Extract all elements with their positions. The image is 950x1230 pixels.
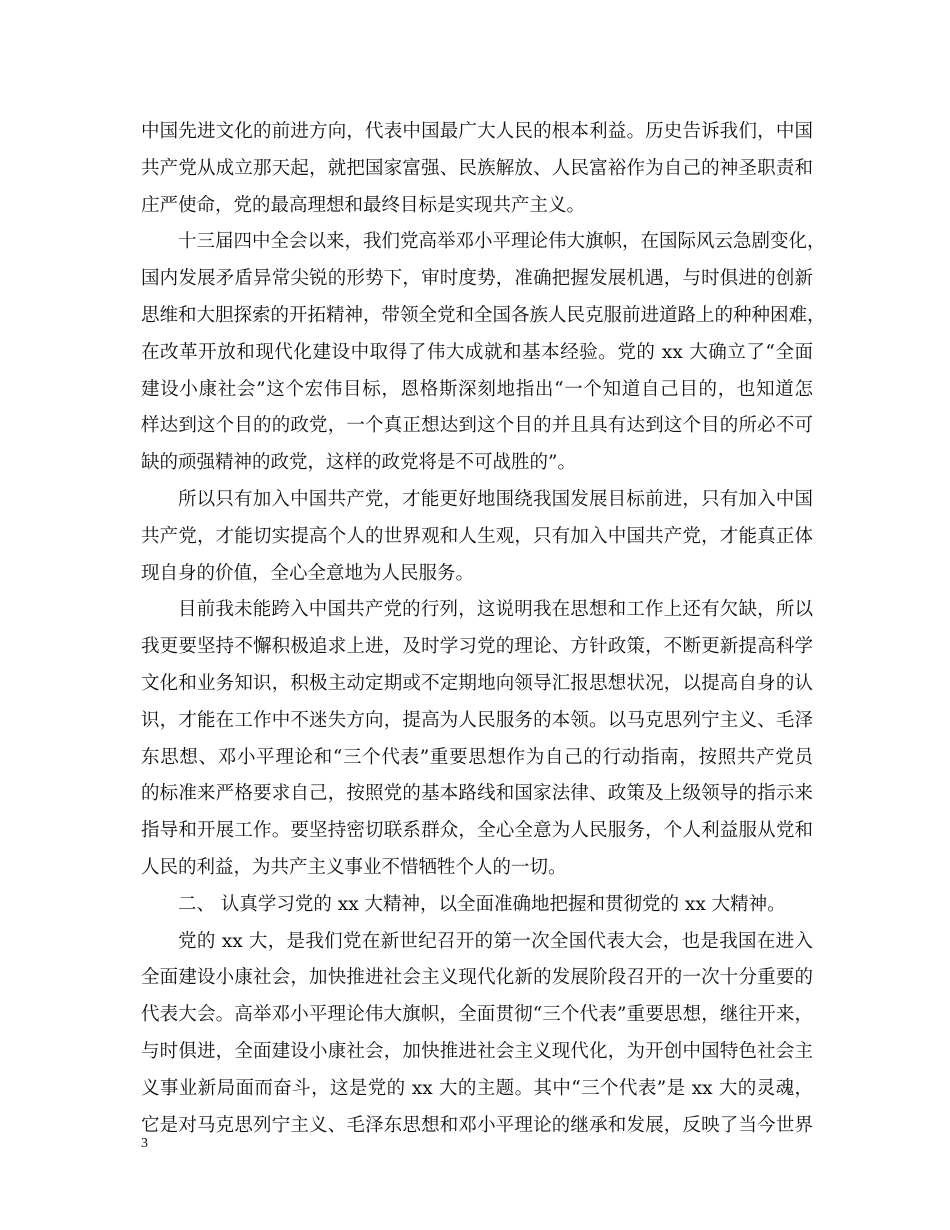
text-line: 全面建设小康社会，加快推进社会主义现代化新的发展阶段召开的一次十分重要的	[141, 967, 813, 989]
text-line: 现自身的价值，全心全意地为人民服务。	[141, 562, 475, 584]
text-line: 指导和开展工作。要坚持密切联系群众，全心全意为人民服务，个人利益服从党和	[141, 820, 813, 842]
text-line: 十三届四中全会以来，我们党高举邓小平理论伟大旗帜，在国际风云急剧变化，	[178, 231, 826, 253]
text-line: 建设小康社会”这个宏伟目标，恩格斯深刻地指出“一个知道自己目的，也知道怎	[141, 378, 813, 400]
text-line: 思维和大胆探索的开拓精神，带领全党和全国各族人民克服前进道路上的种种困难，	[141, 304, 826, 326]
text-line: 它是对马克思列宁主义、毛泽东思想和邓小平理论的继承和发展，反映了当今世界	[141, 1114, 813, 1136]
text-line: 样达到这个目的的政党，一个真正想达到这个目的并且具有达到这个目的所必不可	[141, 415, 813, 437]
text-line: 义事业新局面而奋斗，这是党的 xx 大的主题。其中“三个代表”是 xx 大的灵魂，	[141, 1077, 813, 1099]
page-number: 3	[141, 1136, 148, 1151]
paragraph	[141, 224, 826, 482]
text-line: 人民的利益，为共产主义事业不惜牺牲个人的一切。	[141, 856, 567, 878]
paragraph	[141, 887, 813, 924]
text-line: 与时俱进，全面建设小康社会，加快推进社会主义现代化，为开创中国特色社会主	[141, 1040, 813, 1062]
text-line: 二、 认真学习党的 xx 大精神，以全面准确地把握和贯彻党的 xx 大精神。	[178, 893, 786, 915]
text-line: 识，才能在工作中不迷失方向，提高为人民服务的本领。以马克思列宁主义、毛泽	[141, 709, 813, 731]
text-line: 缺的顽强精神的政党，这样的政党将是不可战胜的”。	[141, 452, 576, 474]
paragraph	[141, 114, 813, 224]
text-line: 庄严使命，党的最高理想和最终目标是实现共产主义。	[141, 194, 586, 216]
paragraph	[141, 592, 813, 886]
text-line: 我更要坚持不懈积极追求上进，及时学习党的理论、方针政策，不断更新提高科学	[141, 636, 813, 658]
text-line: 所以只有加入中国共产党，才能更好地围绕我国发展目标前进，只有加入中国	[178, 488, 813, 510]
text-line: 的标准来严格要求自己，按照党的基本路线和国家法律、政策及上级领导的指示来	[141, 783, 813, 805]
text-line: 国内发展矛盾异常尖锐的形势下，审时度势，准确把握发展机遇，与时俱进的创新	[141, 268, 813, 290]
text-line: 代表大会。高举邓小平理论伟大旗帜，全面贯彻“三个代表”重要思想，继往开来，	[141, 1004, 813, 1026]
paragraph	[141, 924, 813, 1145]
text-line: 中国先进文化的前进方向，代表中国最广大人民的根本利益。历史告诉我们，中国	[141, 121, 813, 142]
document-body	[141, 114, 826, 1144]
text-line: 党的 xx 大，是我们党在新世纪召开的第一次全国代表大会，也是我国在进入	[178, 930, 813, 952]
text-line: 目前我未能跨入中国共产党的行列，这说明我在思想和工作上还有欠缺，所以	[178, 599, 813, 621]
text-line: 共产党，才能切实提高个人的世界观和人生观，只有加入中国共产党，才能真正体	[141, 525, 813, 547]
text-line: 共产党从成立那天起，就把国家富强、民族解放、人民富裕作为自己的神圣职责和	[141, 157, 813, 179]
paragraph	[141, 482, 813, 592]
text-line: 文化和业务知识，积极主动定期或不定期地向领导汇报思想状况，以提高自身的认	[141, 672, 813, 694]
text-line: 在改革开放和现代化建设中取得了伟大成就和基本经验。党的 xx 大确立了“全面	[141, 341, 813, 363]
text-line: 东思想、邓小平理论和“三个代表”重要思想作为自己的行动指南，按照共产党员	[141, 746, 813, 768]
